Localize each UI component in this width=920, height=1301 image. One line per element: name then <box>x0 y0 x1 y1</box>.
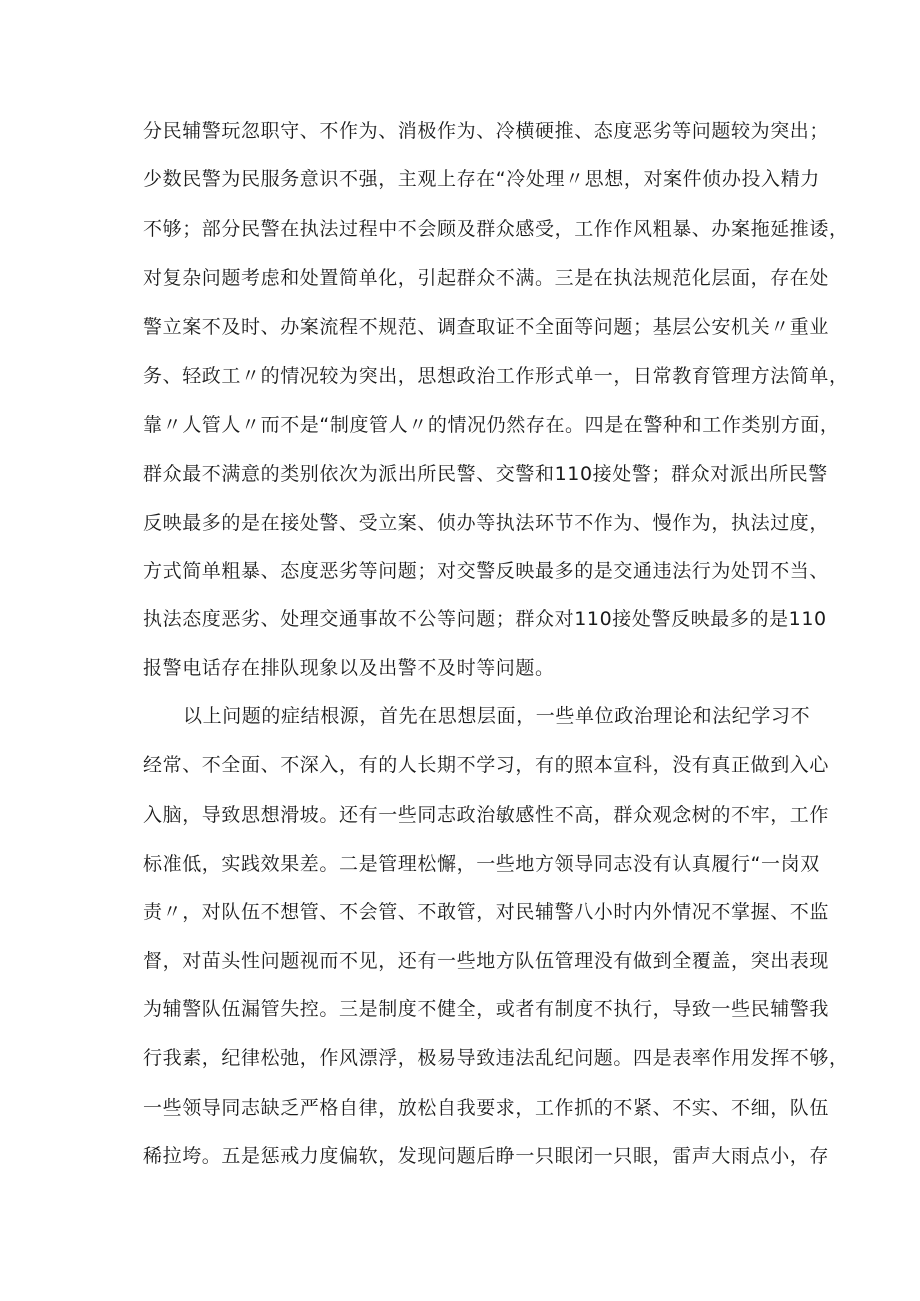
paragraph-2-line-6: 督，对苗头性问题视而不见，还有一些地方队伍管理没有做到全覆盖，突出表现 <box>143 950 830 972</box>
paragraph-2-line-1: 以上问题的症结根源，首先在思想层面，一些单位政治理论和法纪学习不 <box>183 705 811 727</box>
paragraph-1-line-6: 务、轻政工〃的情况较为突出，思想政治工作形式单一，日常教育管理方法简单， <box>143 365 849 387</box>
paragraph-1-line-2: 少数民警为民服务意识不强，主观上存在“冷处理〃思想，对案件侦办投入精力 <box>143 168 820 190</box>
paragraph-1-line-8: 群众最不满意的类别依次为派出所民警、交警和110接处警；群众对派出所民警 <box>143 463 828 485</box>
paragraph-2-line-7: 为辅警队伍漏管失控。三是制度不健全，或者有制度不执行，导致一些民辅警我 <box>143 998 830 1020</box>
paragraph-1-line-1: 分民辅警玩忽职守、不作为、消极作为、冷横硬推、态度恶劣等问题较为突出； <box>143 120 830 142</box>
paragraph-1-line-5: 警立案不及时、办案流程不规范、调查取证不全面等问题；基层公安机关〃重业 <box>143 316 830 338</box>
paragraph-1-line-7: 靠〃人管人〃而不是“制度管人〃的情况仍然存在。四是在警种和工作类别方面， <box>143 414 840 436</box>
paragraph-2-line-5: 责〃，对队伍不想管、不会管、不敢管，对民辅警八小时内外情况不掌握、不监 <box>143 901 830 923</box>
paragraph-1-line-9: 反映最多的是在接处警、受立案、侦办等执法环节不作为、慢作为，执法过度， <box>143 512 830 534</box>
paragraph-2-line-8: 行我素，纪律松弛，作风漂浮，极易导致违法乱纪问题。四是表率作用发挥不够， <box>143 1047 849 1069</box>
paragraph-1-line-10: 方式简单粗暴、态度恶劣等问题；对交警反映最多的是交通违法行为处罚不当、 <box>143 560 830 582</box>
paragraph-2-line-9: 一些领导同志缺乏严格自律，放松自我要求，工作抓的不紧、不实、不细，队伍 <box>143 1097 830 1119</box>
paragraph-1-line-11: 执法态度恶劣、处理交通事故不公等问题；群众对110接处警反映最多的是110 <box>143 608 827 630</box>
paragraph-2-line-2: 经常、不全面、不深入，有的人长期不学习，有的照本宣科，没有真正做到入心 <box>143 754 830 776</box>
paragraph-2-line-3: 入脑，导致思想滑坡。还有一些同志政治敏感性不高，群众观念树的不牢，工作 <box>143 804 830 826</box>
paragraph-1-line-12: 报警电话存在排队现象以及出警不及时等问题。 <box>143 657 555 679</box>
paragraph-2-line-10: 稀拉垮。五是惩戒力度偏软，发现问题后睁一只眼闭一只眼，雷声大雨点小，存 <box>143 1145 830 1167</box>
paragraph-1-line-4: 对复杂问题考虑和处置简单化，引起群众不满。三是在执法规范化层面，存在处 <box>143 267 830 289</box>
paragraph-2-line-4: 标准低，实践效果差。二是管理松懈，一些地方领导同志没有认真履行“一岗双 <box>143 853 820 875</box>
paragraph-1-line-3: 不够；部分民警在执法过程中不会顾及群众感受，工作作风粗暴、办案拖延推诿， <box>143 218 849 240</box>
